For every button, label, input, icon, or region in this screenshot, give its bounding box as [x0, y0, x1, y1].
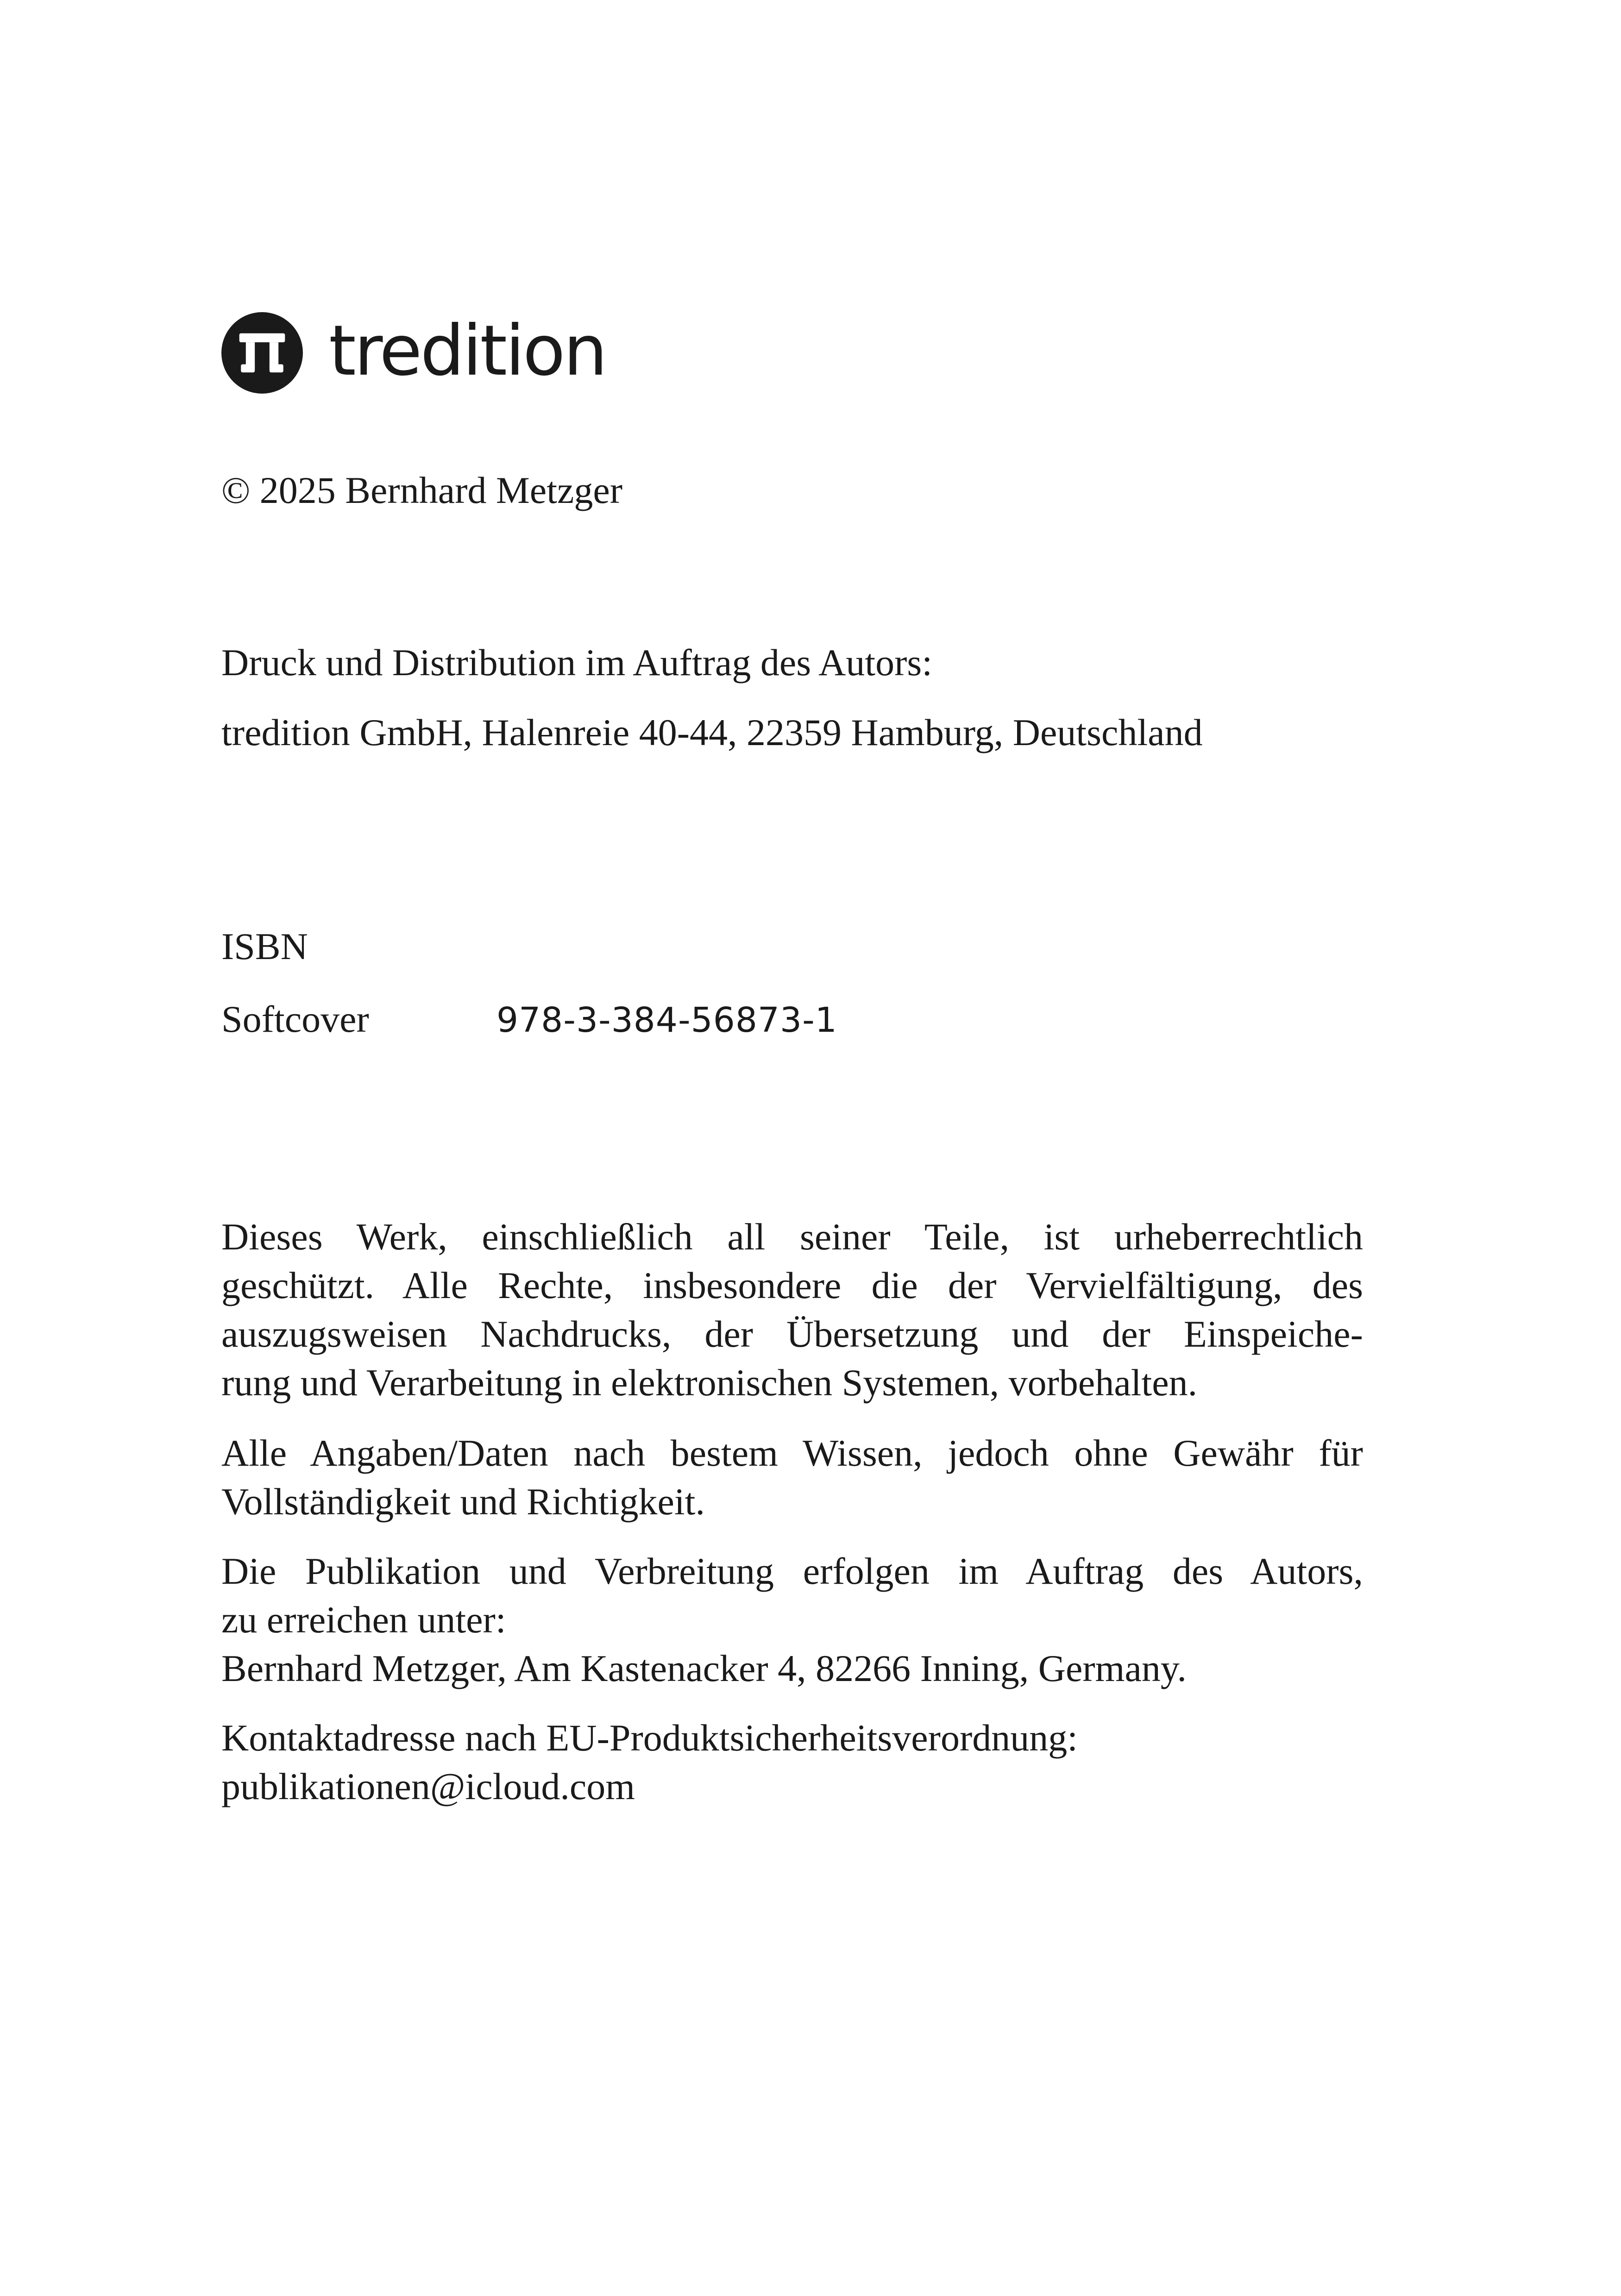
publication-paragraph: [221, 1547, 1363, 1693]
contact-email: publikationen@icloud.com: [221, 1765, 635, 1807]
publication-line: Die Publikation und Verbreitung erfolgen im Auftrag des Autors,: [221, 1550, 1363, 1592]
tredition-logo-icon: [221, 312, 303, 394]
print-distribution-address: tredition GmbH, Halenreie 40-44, 22359 Hamburg, Deutschland: [221, 711, 1203, 753]
print-distribution-label: Druck und Distribution im Auftrag des Autors:: [221, 641, 933, 684]
publisher-logo-text: tredition: [329, 311, 606, 391]
isbn-label: ISBN: [221, 925, 308, 967]
publisher-logo: [221, 311, 606, 395]
rights-notice-line: auszugsweisen Nachdrucks, der Übersetzung und der Einspeiche-: [221, 1313, 1363, 1355]
contact-label: Kontaktadresse nach EU-Produktsicherheitsverordnung:: [221, 1717, 1078, 1759]
isbn-format-label: Softcover: [221, 998, 369, 1040]
disclaimer-line: Vollständigkeit und Richtigkeit.: [221, 1480, 705, 1523]
rights-notice-line: geschützt. Alle Rechte, insbesondere die der Vervielfältigung, des: [221, 1264, 1363, 1306]
rights-notice-line: Dieses Werk, einschließlich all seiner Teile, ist urheberrechtlich: [221, 1216, 1363, 1258]
contact-paragraph: [221, 1713, 1363, 1811]
publication-line: zu erreichen unter:: [221, 1599, 506, 1641]
disclaimer-paragraph: [221, 1429, 1363, 1526]
copyright-line: © 2025 Bernhard Metzger: [221, 469, 623, 511]
publication-address-line: Bernhard Metzger, Am Kastenacker 4, 82266 Inning, Germany.: [221, 1647, 1187, 1689]
disclaimer-line: Alle Angaben/Daten nach bestem Wissen, jedoch ohne Gewähr für: [221, 1432, 1363, 1474]
rights-notice-line: rung und Verarbeitung in elektronischen Systemen, vorbehalten.: [221, 1361, 1198, 1404]
rights-notice-paragraph: [221, 1212, 1363, 1407]
isbn-number: 978-3-384-56873-1: [496, 1000, 837, 1040]
